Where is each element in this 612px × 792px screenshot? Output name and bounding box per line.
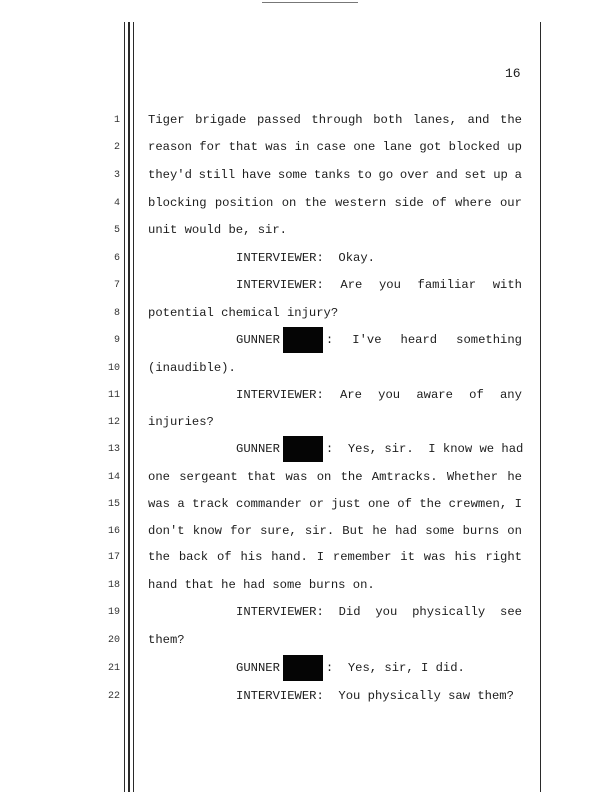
word: one (353, 140, 376, 154)
word: you (378, 388, 401, 402)
word: Are (339, 388, 362, 402)
word: INTERVIEWER: (236, 278, 324, 292)
line-number: 19 (107, 607, 120, 618)
transcript-line (148, 497, 522, 511)
transcript-line (148, 550, 522, 564)
word: familiar (417, 278, 477, 292)
line-number: 8 (113, 308, 120, 319)
line-number: 14 (107, 472, 120, 483)
word: his (454, 550, 477, 564)
line-number: 9 (113, 335, 120, 346)
top-rule (262, 2, 358, 3)
word: still (198, 168, 236, 182)
word: commander (236, 497, 302, 511)
left-margin-rule (133, 22, 134, 792)
line-number: 21 (107, 663, 120, 674)
transcript-line: potential chemical injury? (148, 306, 339, 320)
word: hand. (271, 550, 308, 564)
left-margin-rule (128, 22, 130, 792)
speech-text: : Yes, sir. I know we had (325, 442, 524, 456)
word: he (372, 524, 387, 538)
speaker-label: GUNNER (236, 661, 280, 675)
line-number: 10 (107, 363, 120, 374)
word: was (423, 550, 446, 564)
word: heard (400, 333, 438, 347)
word: on (281, 196, 297, 210)
line-number: 4 (113, 198, 120, 209)
word: of (216, 550, 232, 564)
transcript-line (236, 605, 522, 619)
word: he (507, 470, 522, 484)
word: one (148, 470, 170, 484)
word: where (455, 196, 492, 210)
word: blocked (448, 140, 500, 154)
word: see (500, 605, 522, 619)
word: some (277, 168, 308, 182)
line-number: 7 (113, 280, 120, 291)
word: with (492, 278, 522, 292)
word: back (178, 550, 209, 564)
word: side (394, 196, 424, 210)
word: they'd (148, 168, 192, 182)
line-number: 3 (113, 170, 120, 181)
word: for (199, 140, 222, 154)
speaker-label: GUNNER (236, 442, 280, 456)
word: reason (148, 140, 192, 154)
line-number: 1 (113, 115, 120, 126)
transcript-line (236, 655, 465, 681)
line-number: 2 (113, 142, 120, 153)
line-number: 22 (107, 691, 120, 702)
transcript-line (236, 278, 522, 292)
redaction-box (283, 436, 323, 462)
word: got (419, 140, 442, 154)
word: sir. (304, 524, 335, 538)
word: lanes, (413, 113, 457, 127)
word: Tiger (148, 113, 185, 127)
word: to (357, 168, 372, 182)
word: the (148, 550, 170, 564)
speaker-label: GUNNER (236, 333, 280, 347)
page-number: 16 (505, 66, 521, 81)
word: of (397, 497, 412, 511)
word: some (425, 524, 455, 538)
word: But (342, 524, 365, 538)
word: of (469, 388, 484, 402)
word: that (228, 140, 258, 154)
word: both (373, 113, 403, 127)
transcript-line: them? (148, 633, 185, 647)
line-number: 18 (107, 580, 120, 591)
line-number: 6 (113, 253, 120, 264)
word: through (311, 113, 363, 127)
word: lane (382, 140, 412, 154)
line-number: 11 (107, 390, 120, 401)
transcript-line: (inaudible). (148, 361, 236, 375)
word: in (294, 140, 310, 154)
word: Did (338, 605, 361, 619)
word: go (378, 168, 394, 182)
transcript-line (148, 470, 522, 484)
word: crewmen, (448, 497, 508, 511)
line-number: 20 (107, 635, 120, 646)
transcript-line (148, 524, 522, 538)
word: something (456, 333, 522, 347)
word: have (241, 168, 272, 182)
word: his (240, 550, 263, 564)
word: a (177, 497, 185, 511)
word: you (378, 278, 401, 292)
transcript-line: unit would be, sir. (148, 223, 287, 237)
word: of (432, 196, 447, 210)
word: passed (256, 113, 301, 127)
line-number: 12 (107, 417, 120, 428)
word: one (367, 497, 390, 511)
word: you (375, 605, 398, 619)
line-number: 17 (107, 552, 120, 563)
word: case (316, 140, 346, 154)
word: for (230, 524, 253, 538)
transcript-line: INTERVIEWER: You physically saw them? (236, 689, 514, 703)
word: : (325, 333, 334, 347)
speech-text (326, 333, 522, 347)
word: up (507, 140, 522, 154)
word: know (192, 524, 222, 538)
word: the (419, 497, 442, 511)
word: any (499, 388, 522, 402)
word: or (309, 497, 324, 511)
transcript-line (148, 196, 522, 210)
word: the (340, 470, 363, 484)
transcript-line (148, 140, 522, 154)
word: brigade (195, 113, 247, 127)
word: INTERVIEWER: (236, 388, 324, 402)
word: I (316, 550, 325, 564)
line-number: 13 (107, 444, 120, 455)
word: blocking (148, 196, 207, 210)
word: I've (352, 333, 382, 347)
transcript-line (236, 327, 522, 353)
word: sure, (260, 524, 297, 538)
word: position (214, 196, 274, 210)
word: remember (332, 550, 392, 564)
word: track (192, 497, 229, 511)
redaction-box (283, 655, 323, 681)
word: just (331, 497, 361, 511)
word: don't (148, 524, 185, 538)
transcript-line: hand that he had some burns on. (148, 578, 375, 592)
word: up (493, 168, 508, 182)
redaction-box (283, 327, 323, 353)
line-number: 16 (107, 526, 120, 537)
word: was (148, 497, 170, 511)
right-margin-rule (540, 22, 541, 792)
word: set (464, 168, 487, 182)
word: tanks (313, 168, 351, 182)
word: over (399, 168, 430, 182)
word: on (316, 470, 332, 484)
line-number: 5 (113, 225, 120, 236)
word: Are (340, 278, 363, 292)
word: Whether (446, 470, 499, 484)
word: I (514, 497, 522, 511)
transcript-line (236, 388, 522, 402)
word: Amtracks. (371, 470, 438, 484)
transcript-line: INTERVIEWER: Okay. (236, 251, 375, 265)
speech-text: : Yes, sir, I did. (325, 661, 465, 675)
word: INTERVIEWER: (236, 605, 324, 619)
word: and (467, 113, 490, 127)
word: had (395, 524, 418, 538)
transcript-line (148, 168, 522, 182)
word: a (514, 168, 522, 182)
word: physically (412, 605, 486, 619)
word: sergeant (179, 470, 238, 484)
left-margin-rule (124, 22, 125, 792)
word: the (304, 196, 327, 210)
word: and (435, 168, 458, 182)
word: on (507, 524, 522, 538)
word: was (285, 470, 308, 484)
transcript-line: injuries? (148, 415, 214, 429)
word: aware (416, 388, 453, 402)
line-number: 15 (107, 499, 120, 510)
word: burns (462, 524, 500, 538)
word: right (485, 550, 522, 564)
word: was (265, 140, 288, 154)
word: the (500, 113, 522, 127)
word: that (246, 470, 277, 484)
transcript-line (236, 436, 523, 462)
word: it (400, 550, 415, 564)
transcript-line (148, 113, 522, 127)
word: western (334, 196, 387, 210)
word: our (499, 196, 522, 210)
